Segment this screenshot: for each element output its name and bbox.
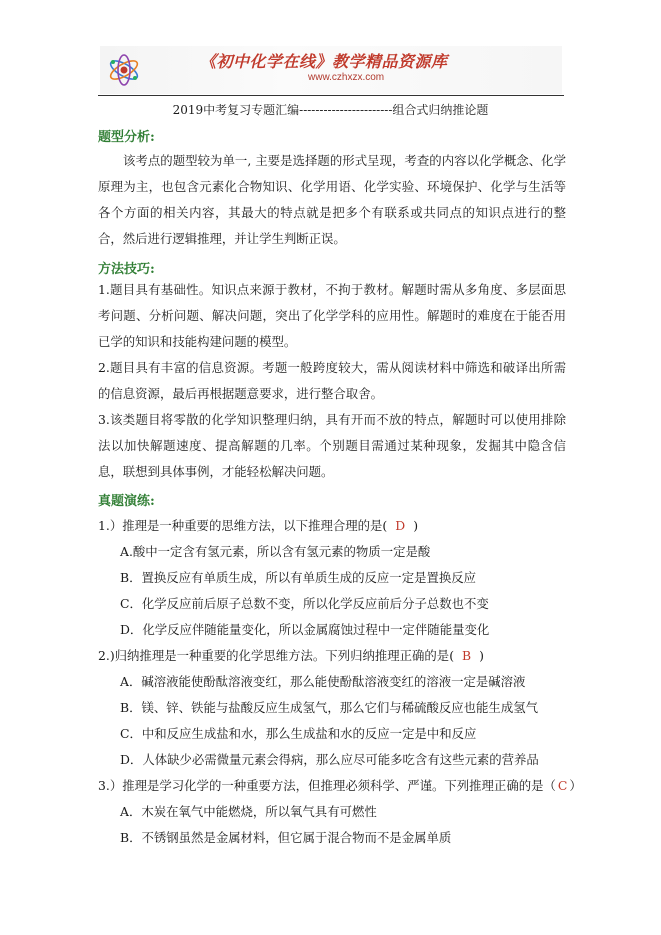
question-stem: 3.）推理是学习化学的一种重要方法，但推理必须科学、严谨。下列推理正确的是（ (98, 778, 556, 793)
question-1 (98, 516, 418, 534)
answer-mark: C (557, 778, 568, 793)
option-1d: D．化学反应伴随能量变化，所以金属腐蚀过程中一定伴随能量变化 (120, 622, 490, 637)
option-2b: B．镁、锌、铁能与盐酸反应生成氢气，那么它们与稀硫酸反应也能生成氢气 (120, 700, 538, 715)
option-1c: C．化学反应前后原子总数不变，所以化学反应前后分子总数也不变 (120, 596, 489, 611)
option-1a: A.酸中一定含有氢元素，所以含有氢元素的物质一定是酸 (120, 544, 431, 559)
option-2c: C．中和反应生成盐和水，那么生成盐和水的反应一定是中和反应 (120, 726, 477, 741)
question-close: ） (569, 778, 582, 793)
header-divider (98, 95, 564, 96)
question-3 (98, 776, 582, 794)
methods-heading: 方法技巧: (98, 262, 155, 277)
method-item-3: 3.该类题目将零散的化学知识整理归纳，具有开而不放的特点，解题时可以使用排除法以加快解题速度、提高解题的几率。个别题目需通过某种现象，发掘其中隐含信息，联想到具体事例，才能轻松解决问题。 (98, 412, 566, 479)
question-stem: 2.)归纳推理是一种重要的化学思维方法。下列归纳推理正确的是( (98, 648, 455, 663)
answer-mark: D (395, 518, 406, 533)
banner-url: www.czhxzx.com (308, 72, 385, 83)
option-2a: A．碱溶液能使酚酞溶液变红，那么能使酚酞溶液变红的溶液一定是碱溶液 (120, 674, 526, 689)
method-item-2: 2.题目具有丰富的信息资源。考题一般跨度较大，需从阅读材料中筛选和破译出所需的信息资源，最后再根据题意要求，进行整合取舍。 (98, 360, 566, 401)
atom-logo-icon (104, 48, 144, 92)
option-2d: D．人体缺少必需微量元素会得病，那么应尽可能多吃含有这些元素的营养品 (120, 752, 539, 767)
option-1b: B．置换反应有单质生成，所以有单质生成的反应一定是置换反应 (120, 570, 477, 585)
question-stem: 1.）推理是一种重要的思维方法，以下推理合理的是( (98, 518, 388, 533)
answer-mark: B (462, 648, 472, 663)
option-3a: A．木炭在氧气中能燃烧，所以氧气具有可燃性 (120, 804, 377, 819)
banner-title: 《初中化学在线》教学精品资源库 (200, 52, 448, 71)
analysis-paragraph: 该考点的题型较为单一, 主要是选择题的形式呈现，考查的内容以化学概念、化学原理为主，也包含元素化合物知识、化学用语、化学实验、环境保护、化学与生活等各个方面的相关内容，其最大的特点就是把多个有联系或共同点的知识点进行的整合，然后进行逻辑推理，并让学生判断正误。 (98, 153, 566, 246)
document-title: 2019中考复习专题汇编-----------------------组合式归纳推论题 (172, 103, 489, 117)
method-item-1: 1.题目具有基础性。知识点来源于教材，不拘于教材。解题时需从多角度、多层面思考问题、分析问题、解决问题，突出了化学学科的应用性。解题时的难度在于能否用已学的知识和技能构建问题的模型。 (98, 282, 566, 349)
question-close: ) (413, 518, 419, 533)
analysis-heading: 题型分析: (98, 130, 155, 145)
practice-heading: 真题演练: (98, 494, 155, 509)
question-2 (98, 646, 484, 664)
question-close: ) (479, 648, 484, 663)
option-3b: B．不锈钢虽然是金属材料，但它属于混合物而不是金属单质 (120, 830, 452, 845)
